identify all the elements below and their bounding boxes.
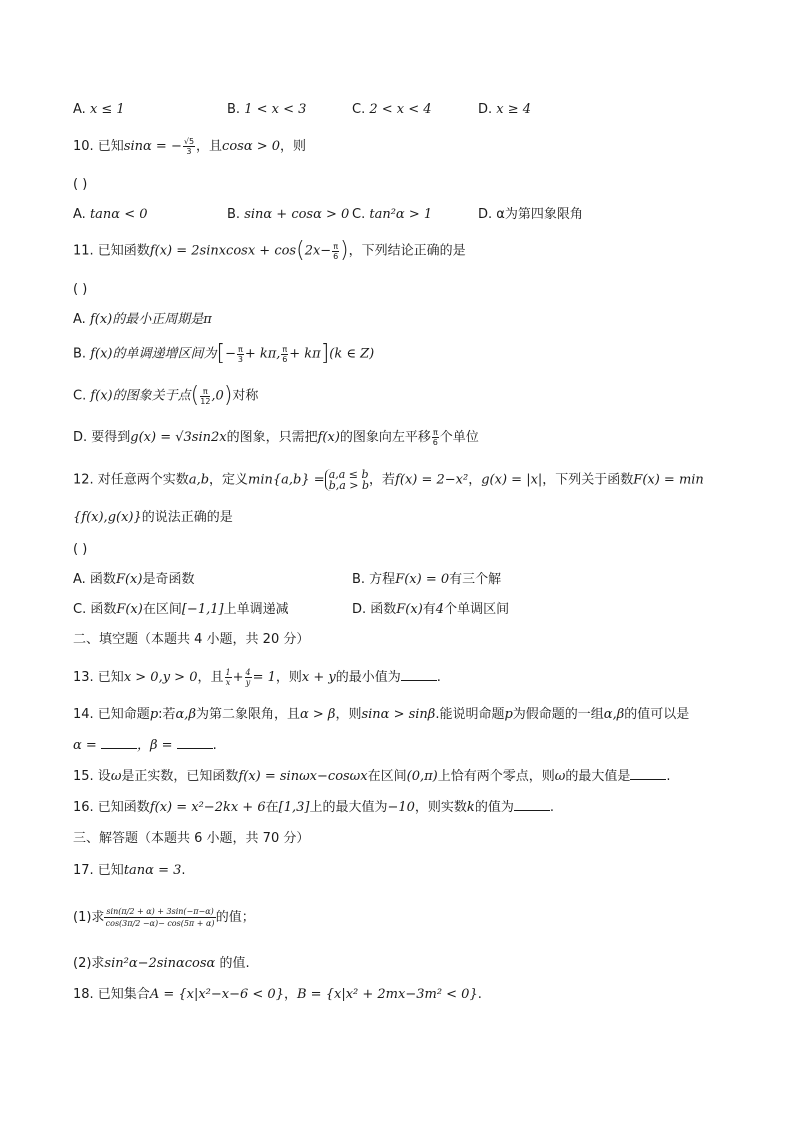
q12-cases: a,a ≤ b b,a > b: [325, 469, 369, 491]
q12-paren: ( ): [73, 542, 88, 557]
q10-option-b: B. sinα + cosα > 0: [227, 207, 350, 222]
q13-answer-blank: [401, 668, 437, 681]
q11-option-a: A. f(x)的最小正周期是π: [73, 312, 212, 327]
q10-paren: ( ): [73, 177, 88, 192]
q10-option-c: C. tan²α > 1: [352, 207, 433, 222]
q16-answer-blank: [514, 798, 550, 811]
q16-stem: 16. 已知函数f(x) = x²−2kx + 6在[1,3]上的最大值为−10，则实数k的值为 .: [73, 800, 554, 815]
q11-option-d: D. 要得到g(x) = √3sin2x的图象，只需把f(x)的图象向左平移 $\frac{\pi}{6}$ 个单位: [73, 428, 479, 447]
q17-stem: 17. 已知tanα = 3.: [73, 863, 186, 878]
q12-stem: 12. 对任意两个实数a,b，定义min{a,b} = a,a ≤ b b,a > b ，若f(x) = 2−x²，g(x) = |x|，下列关于函数F(x) = min: [73, 468, 704, 492]
q12-option-b: B. 方程F(x) = 0有三个解: [352, 572, 502, 587]
q14-alpha-blank: [101, 736, 137, 749]
q14-beta-blank: [177, 736, 213, 749]
q10-option-d: D. α为第四象限角: [478, 207, 583, 222]
q9-option-b: B. 1 < x < 3: [227, 102, 307, 117]
q12-option-c: C. 函数F(x)在区间[−1,1]上单调递减: [73, 602, 289, 617]
q17-fraction: $\frac{\sin(\pi/2 + \alpha) + 3\sin(-\pi-\alpha)}{\cos(3\pi/2 -\alpha)- \cos(5\pi + \alpha)}$: [105, 907, 215, 928]
q14-stem: 14. 已知命题p:若α,β为第二象限角，且α > β，则sinα > sinβ.能说明命题p为假命题的一组α,β的值可以是: [73, 707, 690, 722]
q15-answer-blank: [630, 767, 666, 780]
q13-stem: 13. 已知x > 0,y > 0，且 $\frac{1}{x}$ + $\frac{4}{y}$ = 1，则x + y的最小值为 .: [73, 668, 441, 687]
q10-stem: 10. 已知sinα = − $\frac{√5}{3}$ ，且cosα > 0，则: [73, 137, 307, 156]
q12-stem-line2: {f(x),g(x)}的说法正确的是: [73, 510, 233, 525]
q12-option-d: D. 函数F(x)有4个单调区间: [352, 602, 510, 617]
q9-option-a: A. x ≤ 1: [73, 102, 125, 117]
q11-option-b: B. f(x)的单调递增区间为[− $\frac{\pi}{3}$ + kπ, $\frac{\pi}{6}$ + kπ](k ∈ Z): [73, 341, 375, 366]
q12-option-a: A. 函数F(x)是奇函数: [73, 572, 195, 587]
q9-option-d: D. x ≥ 4: [478, 102, 532, 117]
q15-stem: 15. 设ω是正实数，已知函数f(x) = sinωx−cosωx在区间(0,π)上恰有两个零点，则ω的最大值是 .: [73, 769, 671, 784]
q17-part2: (2)求sin²α−2sinαcosα 的值.: [73, 956, 250, 971]
q14-answers: α = ，β = .: [73, 738, 217, 753]
section-2-heading: 二、填空题（本题共 4 小题，共 20 分）: [73, 632, 310, 647]
q11-stem: 11. 已知函数f(x) = 2sinxcosx + cos(2x− $\frac{\pi}{6}$ )，下列结论正确的是: [73, 238, 466, 263]
q11-paren: ( ): [73, 282, 88, 297]
q17-part1: (1)求 $\frac{\sin(\pi/2 + \alpha) + 3\sin(-\pi-\alpha)}{\cos(3\pi/2 -\alpha)- \cos(5\pi + \alpha)}$ 的值；: [73, 907, 255, 928]
q18-stem: 18. 已知集合A = {x|x²−x−6 < 0}，B = {x|x² + 2mx−3m² < 0}.: [73, 987, 482, 1002]
q11-option-c: C. f(x)的图象关于点( $\frac{\pi}{12}$ ,0)对称: [73, 383, 259, 408]
q9-option-c: C. 2 < x < 4: [352, 102, 432, 117]
section-3-heading: 三、解答题（本题共 6 小题，共 70 分）: [73, 831, 310, 846]
q10-option-a: A. tanα < 0: [73, 207, 148, 222]
